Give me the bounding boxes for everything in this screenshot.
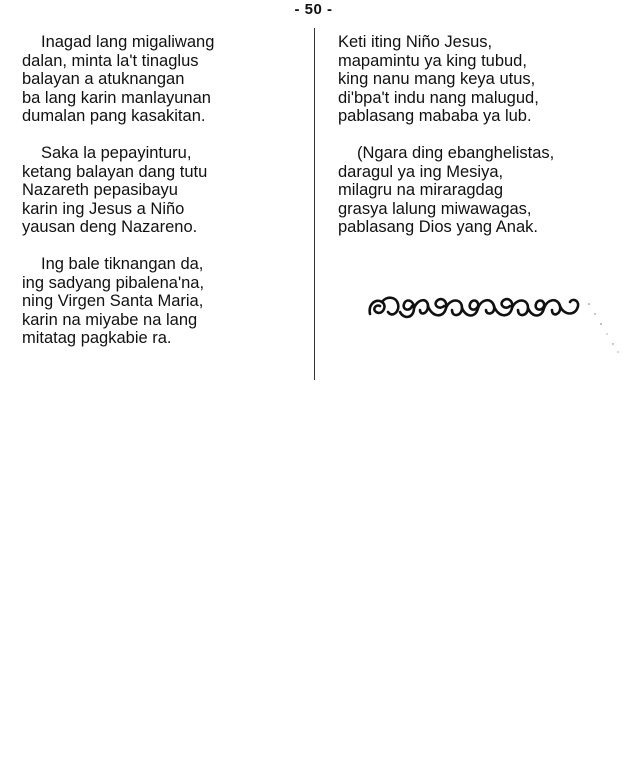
scan-specks-icon <box>585 300 625 360</box>
verse-line: ba lang karin manlayunan <box>22 88 211 107</box>
stanza <box>338 33 618 126</box>
verse-line: balayan a atuknangan <box>22 70 185 89</box>
scroll-ornament-icon <box>366 292 586 324</box>
verse-line: ing sadyang pibalena'na, <box>22 273 205 292</box>
column-divider <box>314 28 315 380</box>
stanza <box>22 255 300 348</box>
verse-line: karin na miyabe na lang <box>22 310 198 329</box>
verse-line: grasya lalung miwawagas, <box>338 199 532 218</box>
right-column <box>338 33 618 255</box>
verse-line: ning Virgen Santa Maria, <box>22 292 204 311</box>
verse-line: Ing bale tiknangan da, <box>41 254 204 273</box>
verse-line: pablasang Dios yang Anak. <box>338 218 538 237</box>
verse-line: Inagad lang migaliwang <box>41 33 215 51</box>
verse-line: king nanu mang keya utus, <box>338 70 536 89</box>
verse-line: daragul ya ing Mesiya, <box>338 162 504 181</box>
verse-line: pablasang mababa ya lub. <box>338 107 532 126</box>
verse-line: mitatag pagkabie ra. <box>22 329 172 348</box>
verse-line: dalan, minta la't tinaglus <box>22 51 199 70</box>
left-column <box>22 33 300 366</box>
verse-line: dumalan pang kasakitan. <box>22 107 206 126</box>
verse-line: karin ing Jesus a Niño <box>22 199 185 218</box>
stanza <box>22 144 300 237</box>
verse-line: Keti iting Niño Jesus, <box>338 33 493 51</box>
verse-line: (Ngara ding ebanghelistas, <box>357 143 555 162</box>
verse-line: milagru na miraragdag <box>338 181 504 200</box>
verse-line: yausan deng Nazareno. <box>22 218 198 237</box>
verse-line: mapamintu ya king tubud, <box>338 51 527 70</box>
stanza <box>338 144 618 237</box>
page-number: - 50 - <box>294 1 333 18</box>
verse-line: ketang balayan dang tutu <box>22 162 208 181</box>
verse-line: di'bpa't indu nang malugud, <box>338 88 539 107</box>
stanza <box>22 33 300 126</box>
verse-line: Saka la pepayinturu, <box>41 143 192 162</box>
verse-line: Nazareth pepasibayu <box>22 181 178 200</box>
